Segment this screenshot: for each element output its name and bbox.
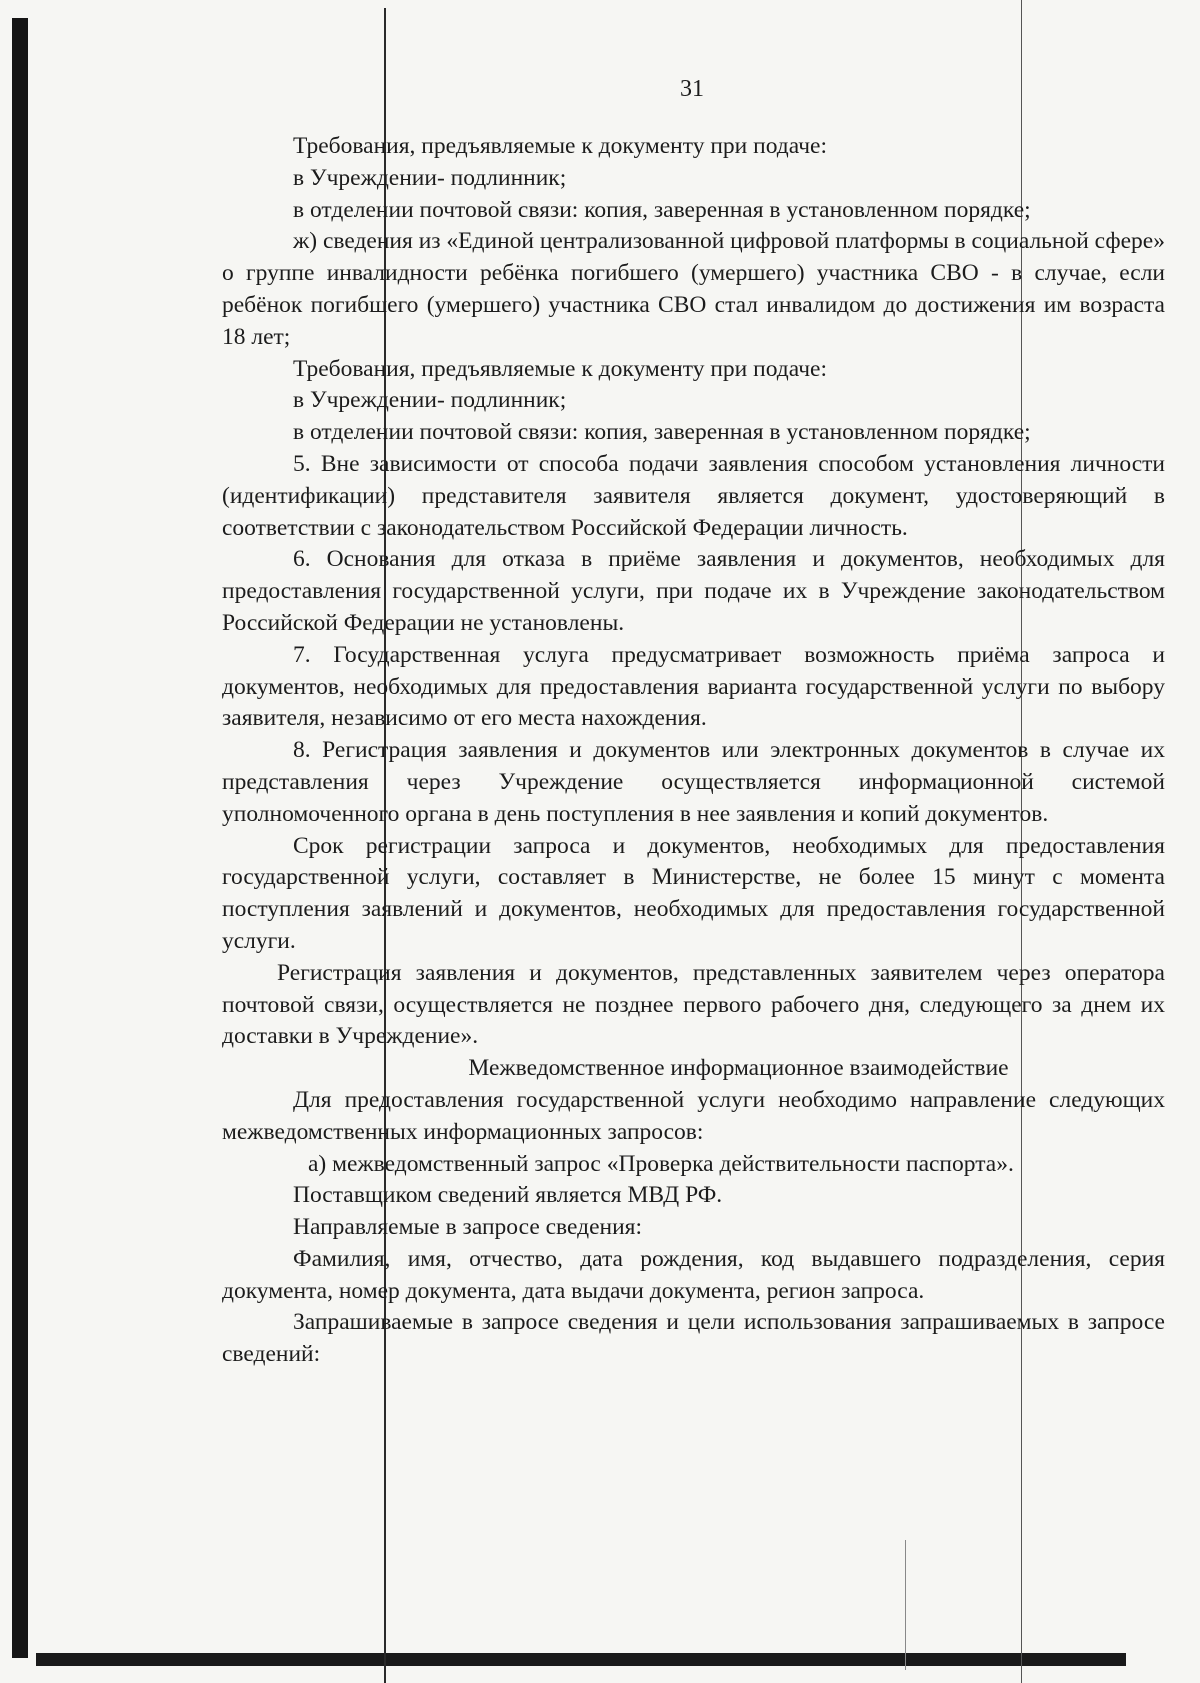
paragraph: в отделении почтовой связи: копия, заверенная в установленном порядке; bbox=[293, 196, 1031, 223]
paragraph: Требования, предъявляемые к документу при подаче: bbox=[293, 133, 827, 159]
scan-edge-bottom bbox=[36, 1653, 1126, 1666]
paragraph: Регистрация заявления и документов, представленных заявителем через оператора почтовой связи, осуществляется не позднее первого рабочего дня, следующего за днем их доставки в Учреждение». bbox=[222, 959, 1165, 1050]
paragraph: 5. Вне зависимости от способа подачи заявления способом установления личности (идентификации) представителя заявителя является документ, удостоверяющий в соответствии с законодательством Российской Федерации личность. bbox=[222, 450, 1165, 541]
page-number: 31 bbox=[680, 76, 704, 102]
scan-edge-left bbox=[12, 18, 28, 1658]
paragraph: Требования, предъявляемые к документу при подаче: bbox=[293, 355, 827, 382]
paragraph: Фамилия, имя, отчество, дата рождения, код выдавшего подразделения, серия документа, номер документа, дата выдачи документа, регион запроса. bbox=[222, 1245, 1165, 1304]
paragraph: ж) сведения из «Единой централизованной цифровой платформы в социальной сфере» о группе инвалидности ребёнка погибшего (умершего) участника СВО - в случае, если ребёнок погибшего (умершего) участника СВО стал инвалидом до достижения им возраста 18 лет; bbox=[222, 228, 1165, 350]
document-body bbox=[222, 131, 1165, 1371]
paragraph: Запрашиваемые в запросе сведения и цели использования запрашиваемых в запросе сведений: bbox=[222, 1309, 1165, 1368]
paragraph: 8. Регистрация заявления и документов или электронных документов в случае их представления через Учреждение осуществляется информационной системой уполномоченного органа в день поступления в нее заявления и копий документов. bbox=[222, 737, 1165, 827]
paragraph: Для предоставления государственной услуги необходимо направление следующих межведомственных информационных запросов: bbox=[222, 1086, 1165, 1145]
paragraph: в Учреждении- подлинник; bbox=[293, 164, 567, 191]
fold-line bbox=[905, 1540, 906, 1670]
paragraph: Направляемые в запросе сведения: bbox=[293, 1214, 643, 1241]
paragraph: 6. Основания для отказа в приёме заявления и документов, необходимых для предоставления государственной услуги, при подаче их в Учреждение законодательством Российской Федерации не установлены. bbox=[222, 546, 1165, 636]
paragraph: а) межведомственный запрос «Проверка действительности паспорта». bbox=[308, 1150, 1014, 1177]
paragraph: Срок регистрации запроса и документов, необходимых для предоставления государственной услуги, составляет в Министерстве, не более 15 минут с момента поступления заявлений и документов, необходимых для предоставления государственной услуги. bbox=[222, 832, 1165, 954]
paragraph: Поставщиком сведений является МВД РФ. bbox=[293, 1182, 723, 1209]
paragraph: в Учреждении- подлинник; bbox=[293, 387, 567, 414]
paragraph: 7. Государственная услуга предусматривает возможность приёма запроса и документов, необходимых для предоставления варианта государственной услуги по выбору заявителя, независимо от его места нахождения. bbox=[222, 641, 1165, 732]
paragraph: в отделении почтовой связи: копия, заверенная в установленном порядке; bbox=[293, 419, 1031, 446]
section-heading: Межведомственное информационное взаимодействие bbox=[468, 1055, 1009, 1082]
